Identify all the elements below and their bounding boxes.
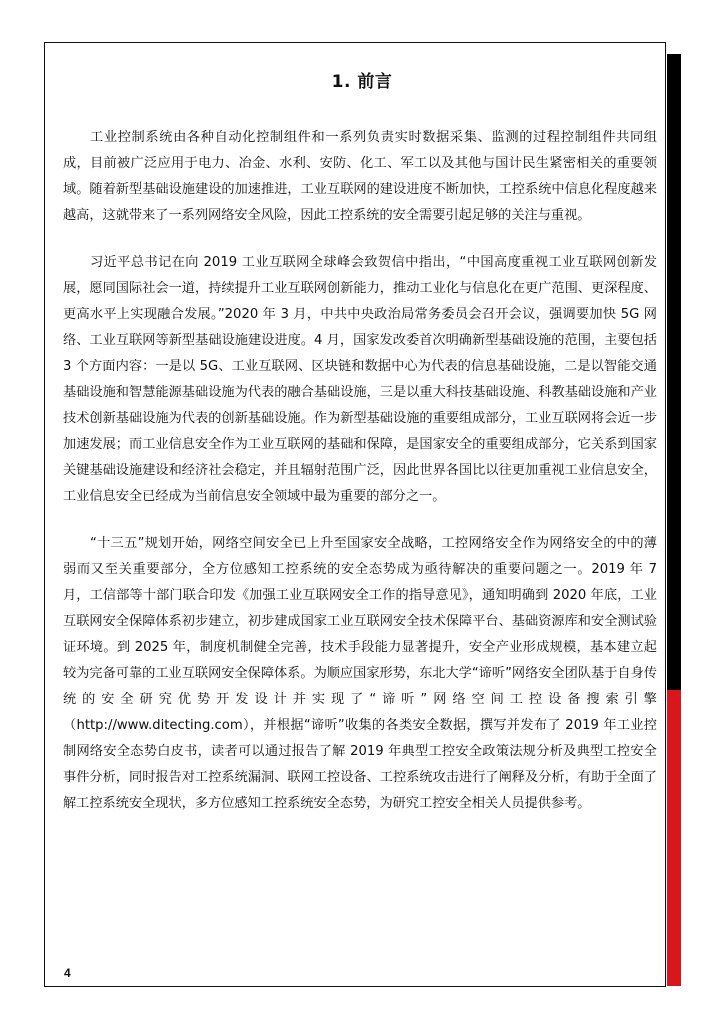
side-bar-red [667, 690, 681, 986]
paragraph-intro: 工业控制系统由各种自动化控制组件和一系列负责实时数据采集、监测的过程控制组件共同组成，目前被广泛应用于电力、冶金、水利、安防、化工、军工以及其他与国计民生紧密相关的重要领域。随着新型基础设施建设的加速推进，工业互联网的建设进度不断加快，工控系统中信息化程度越来越高，这就带来了一系列网络安全风险，因此工控系统的安全需要引起足够的关注与重视。 [63, 130, 657, 223]
side-bar-black [667, 54, 681, 690]
body-content [63, 125, 657, 817]
paragraph-whitepaper: “十三五”规划开始，网络空间安全已上升至国家安全战略，工控网络安全作为网络安全的中的薄弱而又至关重要部分，全方位感知工控系统的安全态势成为亟待解决的重要问题之一。2019 年 7 月，工信部等十部门联合印发《加强工业互联网安全工作的指导意见》，通知明确到 2020 年底，工业互联网安全保障体系初步建立，初步建成国家工业互联网安全技术保障平台、基础资源库和安全测试验证环境。到 2025 年，制度机制健全完善，技术手段能力显著提升，安全产业形成规模，基本建立起较为完备可靠的工业互联网安全保障体系。为顺应国家形势，东北大学“谛听”网络安全团队基于自身传统的安全研究优势开发设计并实现了“谛听”网络空间工控设备搜索引擎（http://www.ditecting.com），并根据“谛听”收集的各类安全数据，撰写并发布了 2019 年工业控制网络安全态势白皮书，读者可以通过报告了解 2019 年典型工控安全政策法规分析及典型工控安全事件分析，同时报告对工控系统漏洞、联网工控设备、工控系统攻击进行了阐释及分析，有助于全面了解工控系统安全现状，多方位感知工控系统安全态势，为研究工控安全相关人员提供参考。 [63, 536, 657, 811]
page-title: 1. 前言 [331, 72, 393, 92]
paragraph-policy: 习近平总书记在向 2019 工业互联网全球峰会致贺信中指出，“中国高度重视工业互联网创新发展，愿同国际社会一道，持续提升工业互联网创新能力，推动工业化与信息化在更广范围、更深程度、更高水平上实现融合发展。”2020 年 3 月，中共中央政治局常务委员会召开会议，强调要加快 5G 网络、工业互联网等新型基础设施建设进度。4 月，国家发改委首次明确新型基础设施的范围，主要包括 3 个方面内容：一是以 5G、工业互联网、区块链和数据中心为代表的信息基础设施，二是以智能交通基础设施和智慧能源基础设施为代表的融合基础设施，三是以重大科技基础设施、科教基础设施和产业技术创新基础设施为代表的创新基础设施。作为新型基础设施的重要组成部分，工业互联网将会近一步加速发展；而工业信息安全作为工业互联网的基础和保障，是国家安全的重要组成部分，它关系到国家关键基础设施建设和经济社会稳定，并且辐射范围广泛，因此世界各国比以往更加重视工业信息安全，工业信息安全已经成为当前信息安全领域中最为重要的部分之一。 [63, 255, 657, 504]
page-number: 4 [64, 966, 71, 980]
